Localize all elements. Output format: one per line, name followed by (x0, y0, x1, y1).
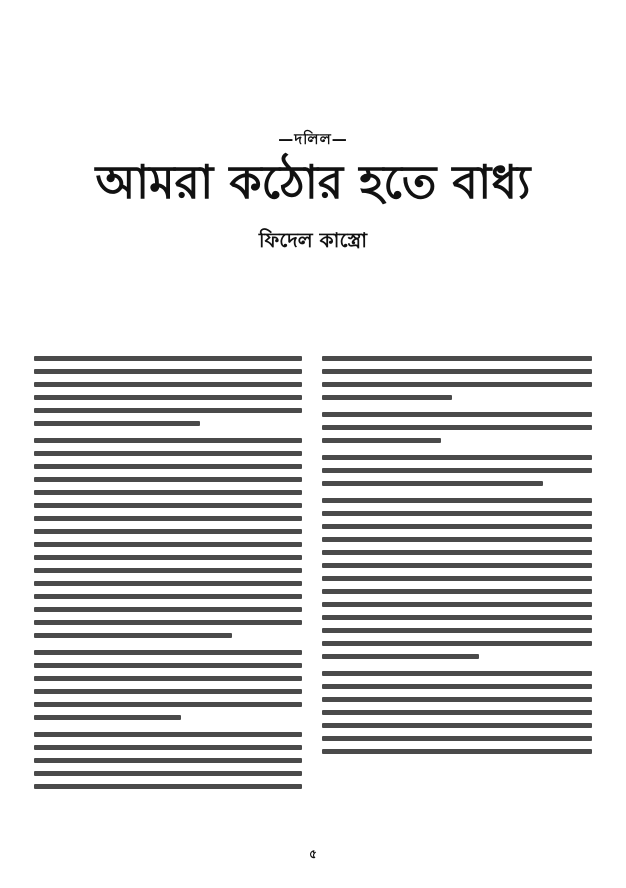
body-paragraph (34, 356, 302, 426)
right-text-column (322, 356, 592, 818)
body-paragraph (322, 671, 592, 754)
body-paragraph (322, 356, 592, 400)
headline: আমরা কঠোর হতে বাধ্য (95, 155, 531, 209)
body-paragraph (34, 732, 302, 789)
author-name: ফিদেল কাস্ত্রো (258, 228, 368, 252)
body-paragraph (34, 650, 302, 720)
section-label: —দলিল— (278, 130, 348, 148)
body-paragraph (322, 412, 592, 443)
body-paragraph (322, 455, 592, 486)
left-text-column (34, 356, 302, 818)
body-paragraph (322, 498, 592, 659)
body-paragraph (34, 438, 302, 638)
page-number: ৫ (309, 847, 317, 861)
